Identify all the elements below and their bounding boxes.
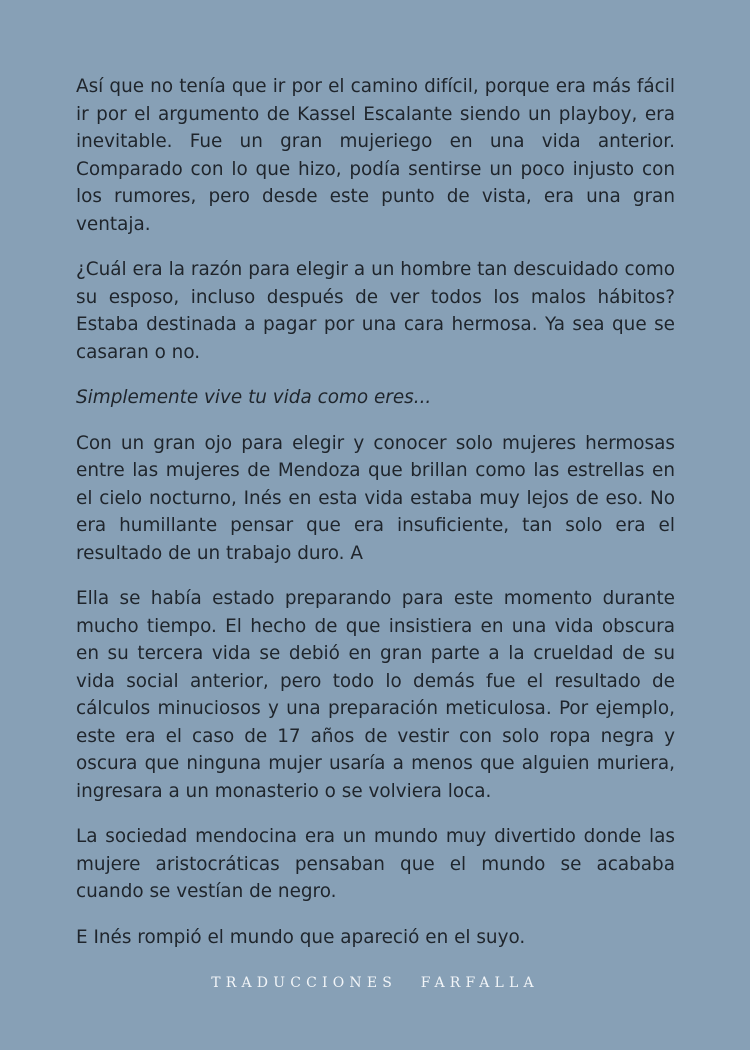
footer-credit: TRADUCCIONES FARFALLA bbox=[211, 975, 539, 991]
paragraph-4: Con un gran ojo para elegir y conocer solo mujeres hermosas entre las mujeres de Mendoza que brillan como las estrellas en el cielo nocturno, Inés en esta vida estaba muy lejos de eso. No era humillante pensar que era insuficiente, tan solo era el resultado de un trabajo duro. A bbox=[76, 432, 675, 564]
paragraph-6: La sociedad mendocina era un mundo muy divertido donde las mujere aristocráticas pensaban que el mundo se acababa cuando se vestían de negro. bbox=[76, 826, 675, 902]
paragraph-5: Ella se había estado preparando para este momento durante mucho tiempo. El hecho de que insistiera en una vida obscura en su tercera vida se debió en gran parte a la crueldad de su vida social anterior, pero todo lo demás fue el resultado de cálculos minuciosos y una preparación meticulosa. Por ejemplo, este era el caso de 17 años de vestir con solo ropa negra y oscura que ninguna mujer usaría a menos que alguien muriera, ingresara a un monasterio o se volviera loca. bbox=[76, 588, 675, 802]
paragraph-3-italic: Simplemente vive tu vida como eres... bbox=[76, 387, 432, 408]
paragraph-7: E Inés rompió el mundo que apareció en el suyo. bbox=[76, 926, 526, 948]
page-body bbox=[76, 73, 675, 951]
paragraph-1: Así que no tenía que ir por el camino difícil, porque era más fácil ir por el argumento de Kassel Escalante siendo un playboy, era inevitable. Fue un gran mujeriego en una vida anterior. Comparado con lo que hizo, podía sentirse un poco injusto con los rumores, pero desde este punto de vista, era una gran ventaja. bbox=[76, 76, 675, 235]
paragraph-2: ¿Cuál era la razón para elegir a un hombre tan descuidado como su esposo, incluso después de ver todos los malos hábitos? Estaba destinada a pagar por una cara hermosa. Ya sea que se casaran o no. bbox=[76, 259, 675, 363]
